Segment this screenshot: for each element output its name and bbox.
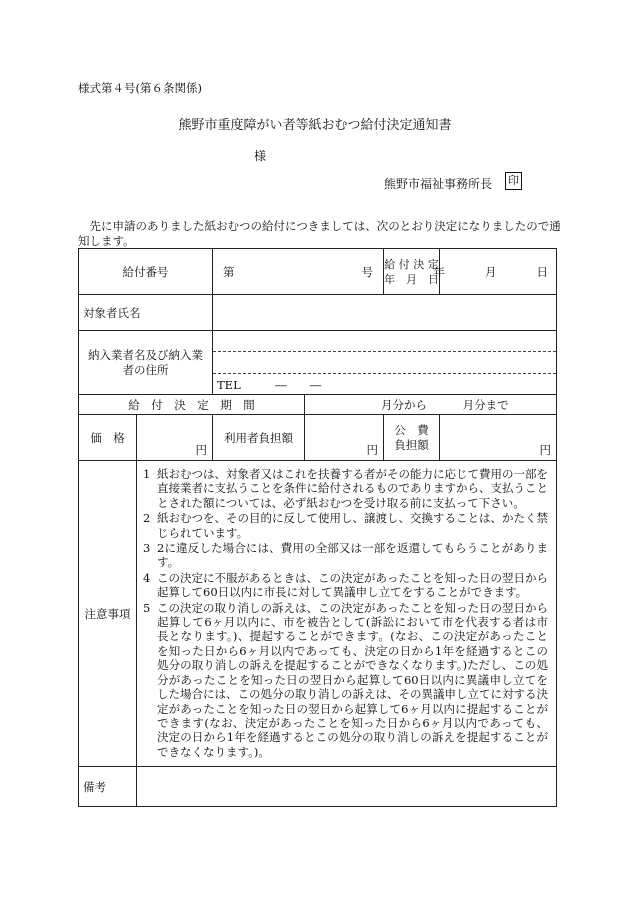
row-costs <box>79 415 557 461</box>
decision-date-label-line1: 給 付 決 定 <box>384 257 439 271</box>
note-item <box>143 541 548 570</box>
user-share-yen: 円 <box>366 443 378 457</box>
decision-date-label-line2: 年 月 日 <box>384 272 439 286</box>
public-share-field[interactable] <box>440 415 557 461</box>
public-share-yen: 円 <box>539 443 551 457</box>
note-text: 2に違反した場合には、費用の全部又は一部を返還してもらうことがあります。 <box>157 541 548 570</box>
note-number: 5 <box>143 600 151 615</box>
vendor-name-line <box>213 331 556 352</box>
day-label: 日 <box>536 264 548 279</box>
remarks-field[interactable] <box>137 767 557 807</box>
note-text: この決定の取り消しの訴えは、この決定があったことを知った日の翌日から起算して6ヶ月以内に、市を被告として(訴訟において市を代表する者は市長となります。)、提起することができます。(なお、この決定があったことを知った日から6ヶ月以内であっても、決定の日から1年を経過するとこの処分の取り消しの訴えを提起することができなくなります。)ただし、この処分があったことを知った日の翌日から起算して60日以内に異議申し立てをした場合には、この処分の取り消しの訴えは、その異議申し立てに対する決定があったことを知った日の翌日から起算して6ヶ月以内に提起することができます(なお、決定があったことを知った日から6ヶ月以内であっても、決定の日から1年を経過するとこの処分の取り消しの訴えを提起することができなくなります。)。 <box>157 600 548 759</box>
month-label: 月 <box>485 264 497 279</box>
benefit-form-table <box>78 248 557 807</box>
row-period <box>79 395 557 415</box>
seal-stamp: 印 <box>505 172 522 190</box>
note-number: 2 <box>143 511 151 526</box>
remarks-label: 備考 <box>79 767 137 807</box>
go-label: 号 <box>361 264 373 279</box>
note-text: 紙おむつは、対象者又はこれを扶養する者がその能力に応じて費用の一部を直接業者に支払うことを条件に給付されるものでありますから、支払うこととされた額については、必ず紙おむつを受け取る前に支払って下さい。 <box>157 467 548 510</box>
row-target-name <box>79 295 557 331</box>
target-name-field[interactable] <box>213 295 557 331</box>
vendor-tel: TEL ― ― <box>217 378 322 392</box>
form-number-label: 様式第４号(第６条関係) <box>78 81 202 95</box>
period-to: 月分まで <box>462 397 509 412</box>
period-from: 月分から <box>381 397 427 412</box>
row-benefit-number <box>79 249 557 295</box>
public-share-label-line2: 負担額 <box>394 437 429 452</box>
row-vendor <box>79 331 557 395</box>
recipient-honorific: 様 <box>254 149 267 163</box>
note-item <box>143 571 548 600</box>
row-notes <box>79 461 557 767</box>
public-share-label-line1: 公 費 <box>394 422 429 437</box>
dai-label: 第 <box>223 264 235 279</box>
public-share-label <box>384 415 440 461</box>
document-title: 熊野市重度障がい者等紙おむつ給付決定通知書 <box>178 118 452 133</box>
benefit-number-label: 給付番号 <box>79 249 213 295</box>
notes-label: 注意事項 <box>79 461 137 767</box>
decision-date-label <box>384 249 440 295</box>
note-number: 3 <box>143 541 151 556</box>
period-label: 給 付 決 定 期 間 <box>79 395 305 415</box>
intro-paragraph: 先に申請のありました紙おむつの給付につきましては、次のとおり決定になりましたので通知します。 <box>78 219 561 248</box>
note-number: 1 <box>143 467 151 481</box>
benefit-number-field[interactable] <box>213 249 384 295</box>
target-name-label: 対象者氏名 <box>79 295 213 331</box>
notes-list <box>137 461 556 766</box>
note-number: 4 <box>143 570 151 585</box>
issuer-name: 熊野市福祉事務所長 <box>384 177 493 191</box>
price-yen: 円 <box>195 443 207 457</box>
year-label: 年 <box>433 264 445 279</box>
period-field[interactable] <box>305 395 557 415</box>
note-text: この決定に不服があるときは、この決定があったことを知った日の翌日から起算して60日以内に市長に対して異議申し立てをすることができます。 <box>157 570 548 600</box>
vendor-label: 納入業者名及び納入業者の住所 <box>79 331 213 395</box>
row-remarks <box>79 767 557 807</box>
decision-date-field[interactable] <box>433 249 557 295</box>
user-share-field[interactable] <box>305 415 384 461</box>
vendor-address-line <box>213 352 556 374</box>
note-item <box>143 467 548 510</box>
notes-content <box>137 461 557 767</box>
user-share-label: 利用者負担額 <box>213 415 305 461</box>
vendor-field[interactable] <box>213 331 557 395</box>
price-label: 価 格 <box>79 415 137 461</box>
price-field[interactable] <box>137 415 213 461</box>
note-item <box>143 601 548 759</box>
note-text: 紙おむつを、その目的に反して使用し、譲渡し、交換することは、かたく禁じられています。 <box>157 511 548 540</box>
note-item <box>143 511 548 540</box>
